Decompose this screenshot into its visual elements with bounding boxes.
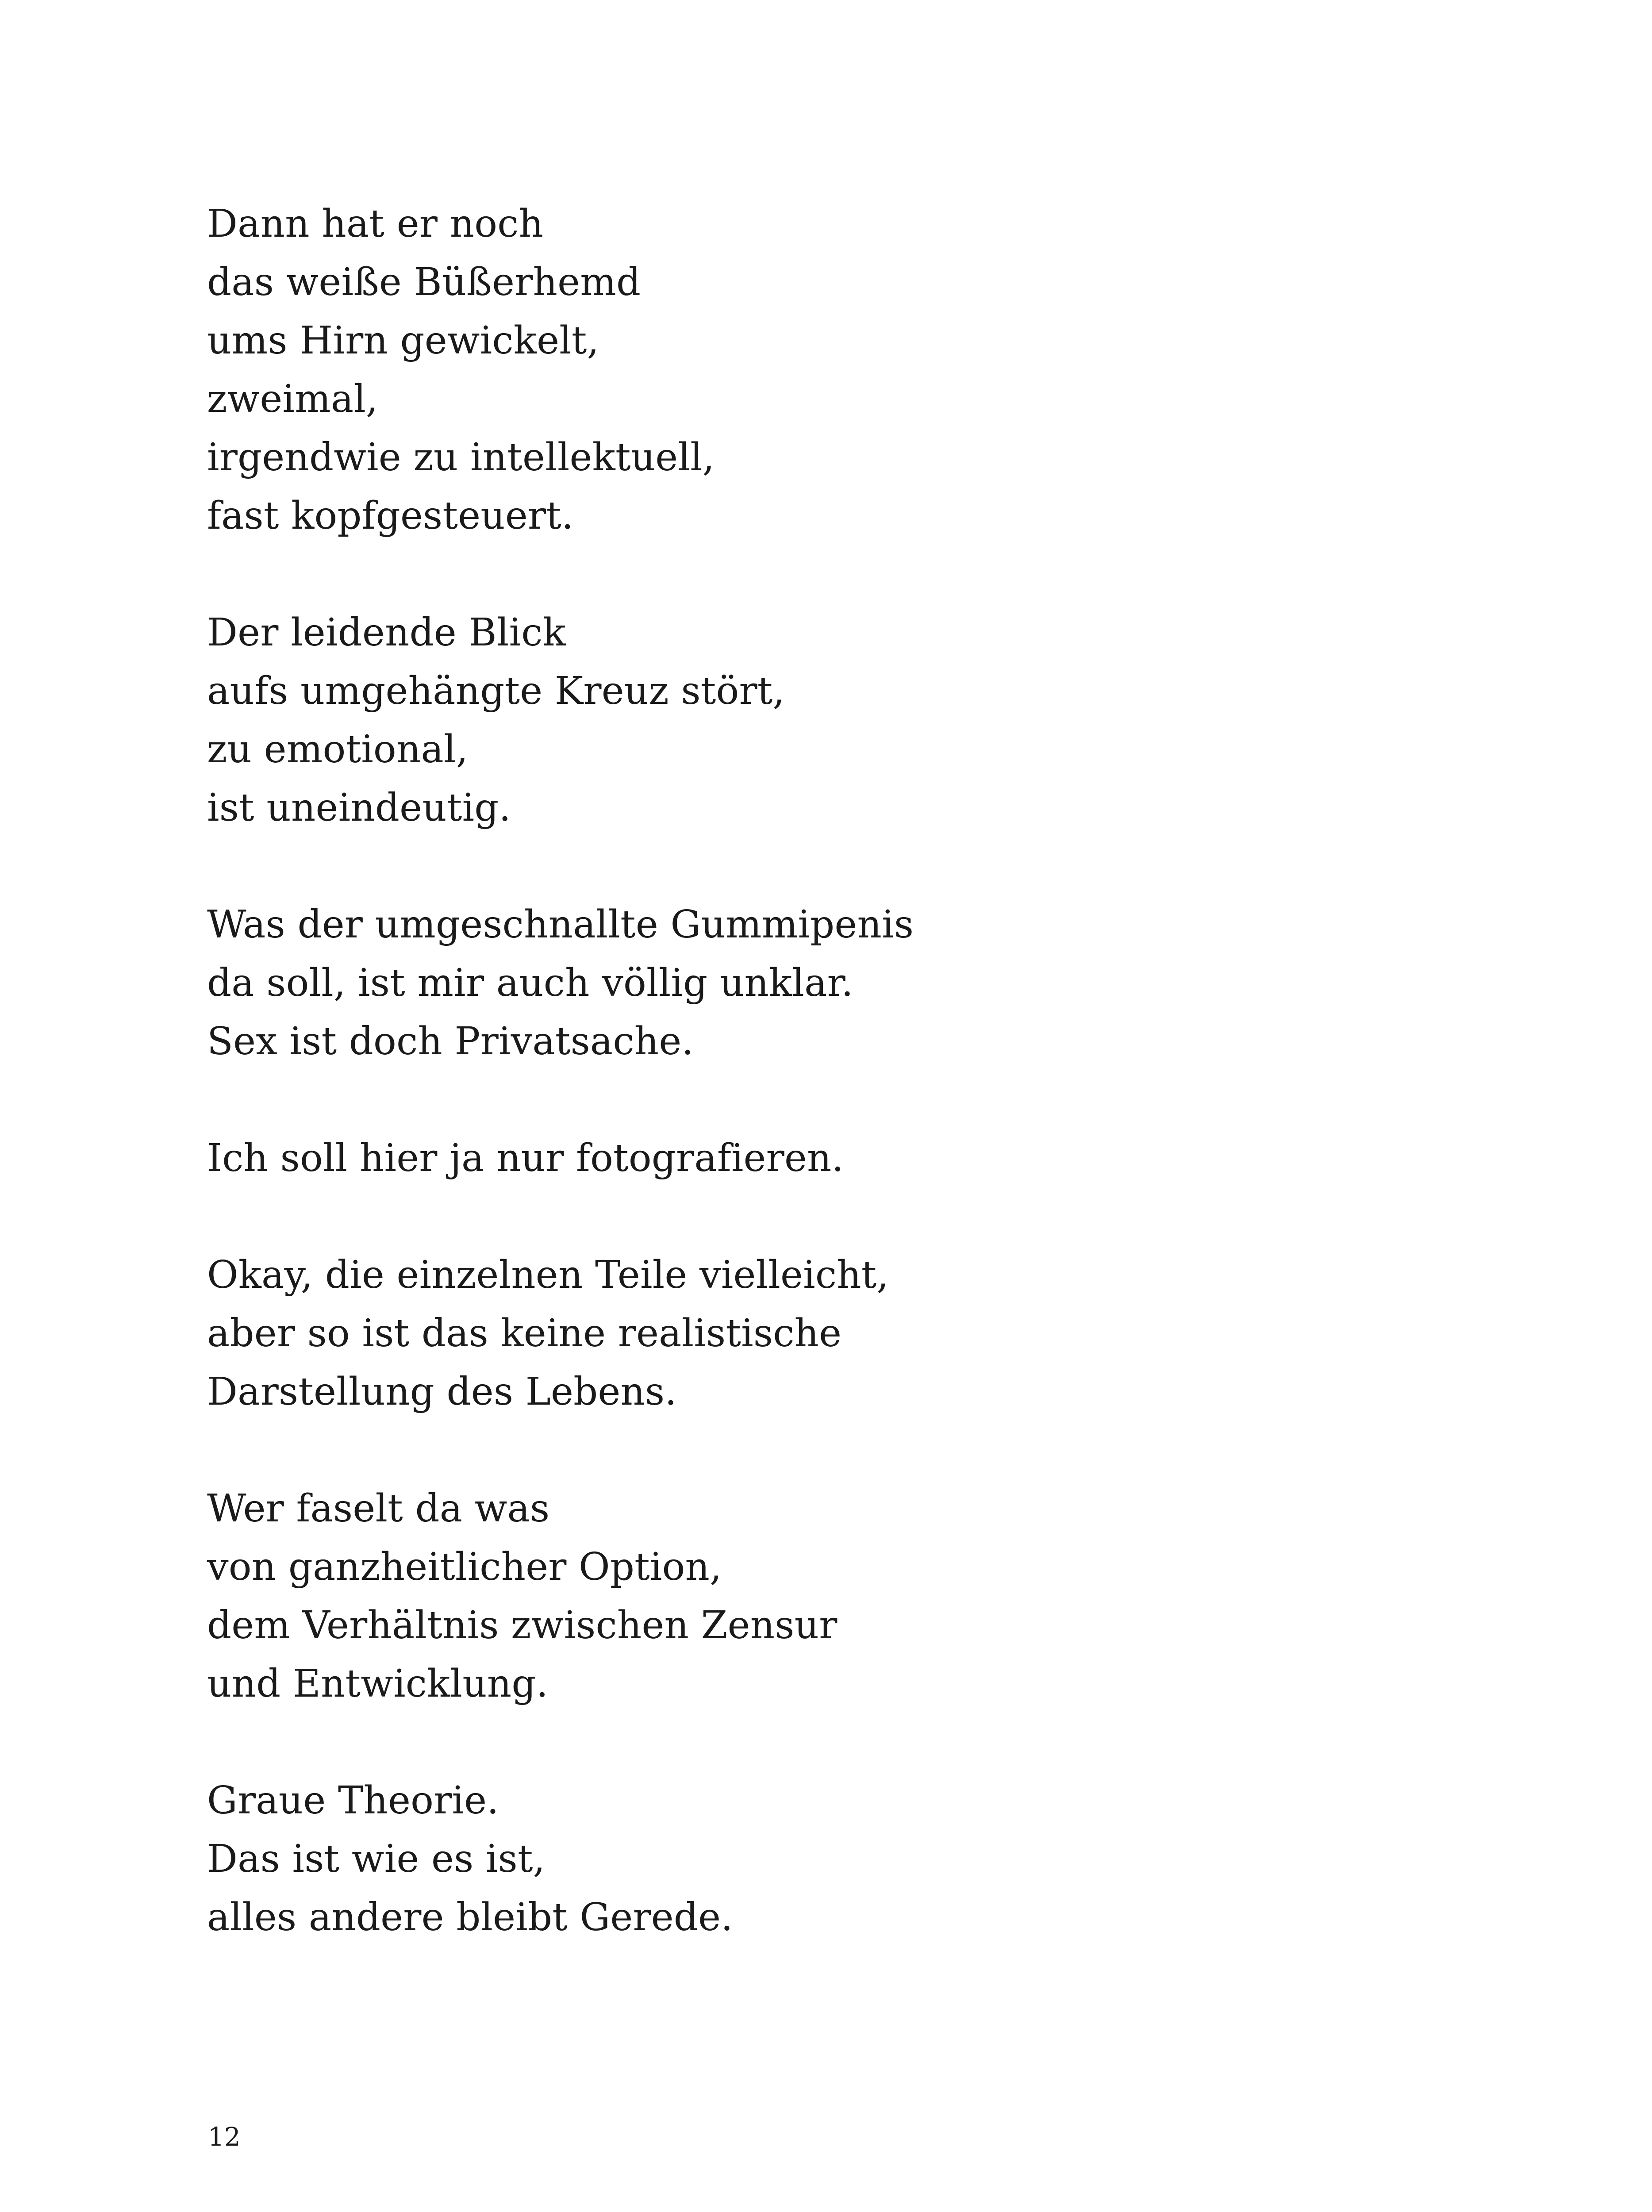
poem-line: Was der umgeschnallte Gummipenis [207,902,914,947]
stanza [207,195,1490,545]
poem-line: Okay, die einzelnen Teile vielleicht, [207,1253,889,1297]
stanza [207,1129,1490,1187]
poem-line: ist uneindeutig. [207,786,511,830]
poem-line: Der leidende Blick [207,611,566,655]
poem-line: Darstellung des Lebens. [207,1370,677,1414]
stanza [207,895,1490,1071]
poem-line: aufs umgehängte Kreuz stört, [207,669,785,713]
poem-line: Das ist wie es ist, [207,1837,546,1881]
page-number: 12 [208,2122,241,2152]
poem-line: Dann hat er noch [207,202,544,246]
poem-line: das weiße Büßerhemd [207,260,641,304]
poem-line: alles andere bleibt Gerede. [207,1895,733,1939]
stanza [207,1771,1490,1947]
poem-line: von ganzheitlicher Option, [207,1545,722,1589]
poem-line: aber so ist das keine realistische [207,1311,842,1356]
poem-line: Ich soll hier ja nur fotografieren. [207,1136,844,1180]
poem-line: und Entwicklung. [207,1662,549,1706]
poem-line: Graue Theorie. [207,1778,499,1823]
stanza [207,603,1490,837]
poem-line: Wer faselt da was [207,1486,550,1531]
poem-line: da soll, ist mir auch völlig unklar. [207,961,853,1005]
poem-line: dem Verhältnis zwischen Zensur [207,1603,838,1647]
poem-body [207,195,1490,2005]
poem-line: fast kopfgesteuert. [207,494,574,538]
poem-line: irgendwie zu intellektuell, [207,435,715,480]
stanza [207,1246,1490,1421]
poem-line: zu emotional, [207,727,469,772]
poem-line: zweimal, [207,377,378,421]
stanza [207,1479,1490,1713]
poem-line: Sex ist doch Privatsache. [207,1019,694,1064]
poem-line: ums Hirn gewickelt, [207,319,599,363]
